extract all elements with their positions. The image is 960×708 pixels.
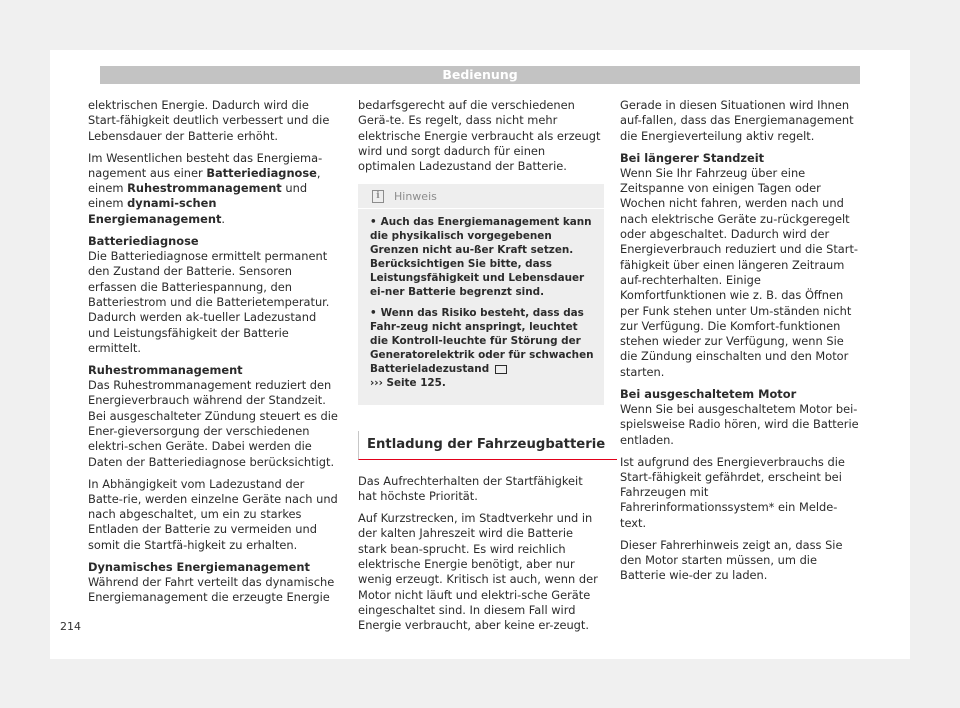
paragraph: elektrischen Energie. Dadurch wird die Start-fähigkeit deutlich verbessert und die Lebensdauer der Batterie erhöht. bbox=[88, 98, 330, 143]
paragraph: Das Ruhestrommanagement reduziert den Energieverbrauch während der Standzeit. Bei ausgeschalteter Zündung steuert es die Ener-gieversorgung der verschiedenen elektri-schen Geräte. Dabei werden die Daten der Batteriediagnose berücksichtigt. bbox=[88, 378, 338, 469]
page-number: 214 bbox=[60, 620, 81, 633]
text: Auch das Energiemanagement kann die physikalisch vorgegebenen Grenzen nicht au-ßer Kraft setzen. Berücksichtigen Sie bitte, dass Leistungsfähigkeit und Lebensdauer ei-ner Batterie begrenzt sind. bbox=[370, 216, 592, 299]
paragraph: Während der Fahrt verteilt das dynamische Energiemanagement die erzeugte Energie bbox=[88, 575, 335, 605]
manual-page bbox=[50, 50, 910, 659]
subheading: Batteriediagnose bbox=[88, 233, 199, 248]
note-title: Hinweis bbox=[394, 189, 437, 203]
paragraph: Auf Kurzstrecken, im Stadtverkehr und in der kalten Jahreszeit wird die Batterie stark bean-sprucht. Es wird reichlich elektrische Energie benötigt, aber nur wenig erzeugt. Kritisch ist auch, wenn der Motor nicht läuft und elektri-sche Geräte eingeschaltet sind. In diesem Fall wird Energie verbraucht, aber keine er-zeugt. bbox=[358, 511, 598, 633]
text: und einem bbox=[88, 181, 308, 211]
bold-term: Ruhestrommanagement bbox=[127, 181, 282, 196]
section-title: Entladung der Fahrzeugbatterie bbox=[358, 431, 617, 460]
info-icon: i bbox=[372, 190, 384, 203]
column-middle bbox=[358, 98, 604, 640]
note-bullet bbox=[370, 306, 594, 390]
bullet-icon: • bbox=[370, 216, 377, 229]
bold-term: dynami-schen Energiemanagement bbox=[88, 196, 222, 226]
bullet-icon: • bbox=[370, 307, 377, 320]
paragraph: Dieser Fahrerhinweis zeigt an, dass Sie den Motor starten müssen, um die Batterie wie-der zu laden. bbox=[620, 537, 843, 583]
subheading: Dynamisches Energiemanagement bbox=[88, 559, 310, 574]
battery-warning-icon bbox=[495, 365, 507, 374]
paragraph: In Abhängigkeit vom Ladezustand der Batte-rie, werden einzelne Geräte nach und nach abgeschaltet, um ein zu starkes Entladen der Batterie zu vermeiden und somit die Startfä-higkeit zu erhalten. bbox=[88, 476, 338, 552]
subheading: Ruhestrommanagement bbox=[88, 362, 243, 377]
page-reference-link[interactable]: ››› Seite 125. bbox=[370, 377, 446, 390]
text: , einem bbox=[88, 165, 321, 196]
paragraph bbox=[88, 151, 338, 227]
paragraph: bedarfsgerecht auf die verschiedenen Gerä-te. Es regelt, dass nicht mehr elektrische Energie verbraucht als erzeugt wird und sorgt dadurch für einen optimalen Ladezustand der Batterie. bbox=[358, 98, 601, 174]
page-header: Bedienung bbox=[100, 66, 860, 84]
note-box bbox=[358, 184, 604, 404]
paragraph: Wenn Sie Ihr Fahrzeug über eine Zeitspanne von einigen Tagen oder Wochen nicht fahren, werden nach und nach elektrische Geräte zu-rückgeregelt oder abgeschaltet. Dadurch wird der Energieverbrauch reduziert und die Start-fähigkeit über einen längeren Zeitraum auf-rechterhalten. Einige Komfortfunktionen wie z. B. das Öffnen per Funk stehen unter Um-ständen nicht zur Verfügung. Die Komfort-funktionen stehen wieder zur Verfügung, wenn Sie die Zündung einschalten und den Motor starten. bbox=[620, 165, 859, 379]
column-left bbox=[88, 98, 338, 612]
text: . bbox=[221, 211, 226, 226]
paragraph: Wenn Sie bei ausgeschaltetem Motor bei-spielsweise Radio hören, wird die Batterie entladen. bbox=[620, 402, 859, 447]
subheading: Bei längerer Standzeit bbox=[620, 150, 765, 165]
paragraph: Gerade in diesen Situationen wird Ihnen auf-fallen, dass das Energiemanagement die Energieverteilung aktiv regelt. bbox=[620, 98, 854, 143]
note-bullet bbox=[370, 215, 594, 299]
text: Wenn das Risiko besteht, dass das Fahr-zeug nicht anspringt, leuchtet die Kontroll-leuchte für Störung der Generatorelektrik oder für schwachen Batterieladezustand bbox=[370, 307, 594, 376]
paragraph: Die Batteriediagnose ermittelt permanent den Zustand der Batterie. Sensoren erfassen die Batteriespannung, den Batteriestrom und die Batterietemperatur. Dadurch werden ak-tueller Ladezustand und Leistungsfähigkeit der Batterie ermittelt. bbox=[88, 249, 330, 355]
text: Im Wesentlichen besteht das Energiema-nagement aus einer bbox=[88, 150, 323, 180]
subheading: Bei ausgeschaltetem Motor bbox=[620, 386, 797, 401]
note-header bbox=[358, 184, 604, 209]
column-right bbox=[620, 98, 860, 590]
paragraph: Ist aufgrund des Energieverbrauchs die Start-fähigkeit gefährdet, erscheint bei Fahrzeugen mit Fahrerinformationssystem* ein Melde-text. bbox=[620, 454, 845, 530]
bold-term: Batteriediagnose bbox=[206, 165, 317, 180]
paragraph: Das Aufrechterhalten der Startfähigkeit hat höchste Priorität. bbox=[358, 473, 583, 504]
